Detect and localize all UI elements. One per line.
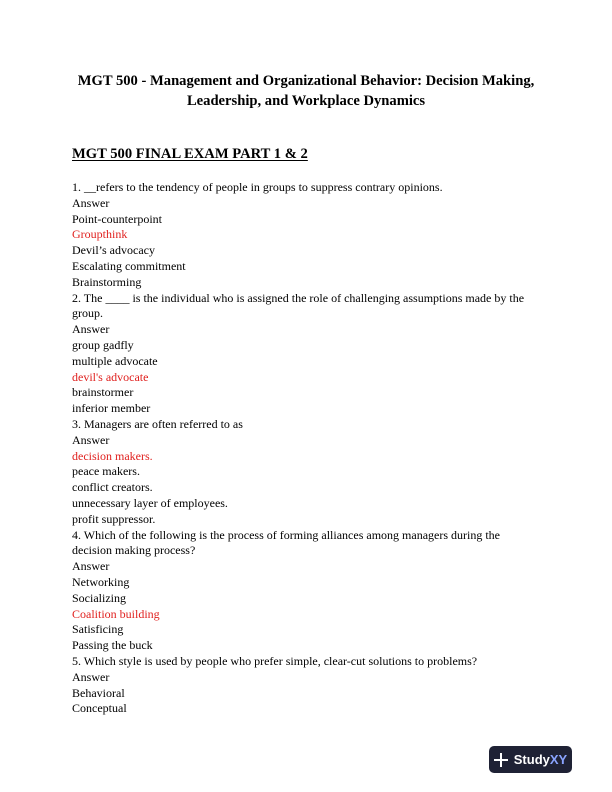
answer-option: Escalating commitment: [72, 258, 186, 273]
answer-option: Point-counterpoint: [72, 211, 162, 226]
correct-answer-option: Groupthink: [72, 227, 128, 242]
question-text: 4. Which of the following is the process of forming alliances among managers during the decision making process?: [72, 527, 501, 558]
answer-label: Answer: [72, 195, 110, 210]
question-text: 1. __refers to the tendency of people in groups to suppress contrary opinions.: [72, 180, 443, 194]
question-list: [72, 180, 542, 717]
answer-option: brainstormer: [72, 385, 134, 400]
answer-option: profit suppressor.: [72, 511, 156, 526]
correct-answer-option: decision makers.: [72, 448, 153, 463]
answer-option: Conceptual: [72, 701, 127, 716]
question-text: 5. Which style is used by people who prefer simple, clear-cut solutions to problems?: [72, 653, 478, 668]
answer-option: unnecessary layer of employees.: [72, 495, 228, 510]
logo-text-main: Study: [513, 752, 550, 767]
answer-label: Answer: [72, 322, 110, 337]
answer-label: Answer: [72, 432, 110, 447]
answer-option: Devil’s advocacy: [72, 243, 155, 258]
answer-option: Socializing: [72, 590, 126, 605]
logo-text: [514, 752, 567, 767]
correct-answer-option: Coalition building: [72, 606, 160, 621]
document-title: [40, 71, 572, 111]
answer-option: peace makers.: [72, 464, 140, 479]
title-line-1: MGT 500 - Management and Organizational Behavior: Decision Making,: [77, 73, 535, 89]
question-text: 3. Managers are often referred to as: [72, 416, 243, 431]
answer-option: conflict creators.: [72, 480, 153, 495]
plus-icon: [494, 753, 508, 767]
answer-option: inferior member: [72, 401, 151, 416]
answer-option: Brainstorming: [72, 274, 142, 289]
logo-text-accent: XY: [549, 752, 568, 767]
answer-label: Answer: [72, 559, 110, 574]
question-text: 2. The ____ is the individual who is assigned the role of challenging assumptions made by the group.: [72, 290, 525, 321]
answer-option: Passing the buck: [72, 638, 153, 653]
answer-option: Satisficing: [72, 622, 124, 637]
answer-label: Answer: [72, 669, 110, 684]
answer-option: multiple advocate: [72, 353, 158, 368]
title-line-2: Leadership, and Workplace Dynamics: [186, 93, 426, 109]
answer-option: group gadfly: [72, 337, 134, 352]
answer-option: Networking: [72, 574, 130, 589]
answer-option: Behavioral: [72, 685, 125, 700]
correct-answer-option: devil's advocate: [72, 369, 149, 384]
studyxy-logo: [489, 746, 572, 773]
section-heading: MGT 500 FINAL EXAM PART 1 & 2: [72, 146, 308, 162]
